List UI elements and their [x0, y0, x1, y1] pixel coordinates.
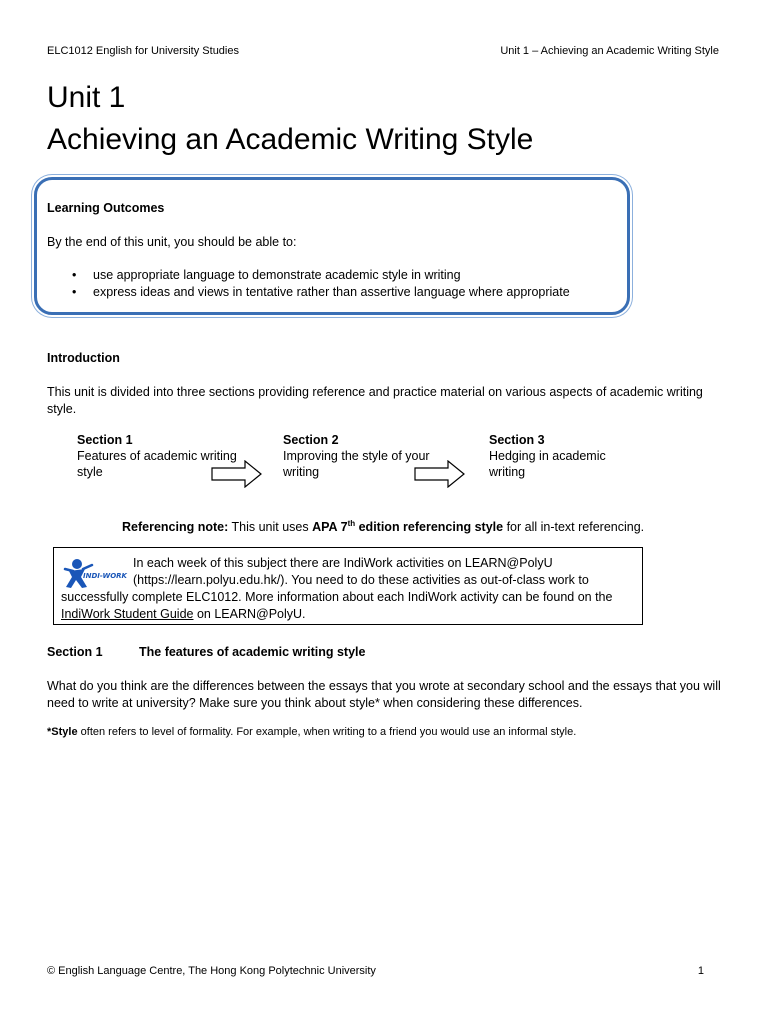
learning-outcomes-list — [47, 267, 627, 301]
bullet-icon: • — [72, 285, 77, 299]
flow-section-label: Section 3 — [489, 433, 545, 447]
indiwork-line-2: (https://learn.polyu.edu.hk/). You need to do these activities as out-of-class work to — [133, 573, 589, 587]
svg-text:INDI-WORK: INDI-WORK — [83, 572, 127, 580]
learning-outcomes-intro: By the end of this unit, you should be able to: — [47, 235, 297, 249]
style-note: *Style often refers to level of formality. For example, when writing to a friend you would use an informal style. — [47, 726, 577, 738]
right-arrow-icon — [414, 460, 466, 488]
page-number: 1 — [697, 965, 704, 977]
running-header-course: ELC1012 English for University Studies — [47, 45, 239, 57]
introduction-text: This unit is divided into three sections providing reference and practice material on various aspects of academic writing style. — [47, 385, 703, 416]
bullet-icon: • — [72, 268, 77, 282]
indiwork-guide-link[interactable]: IndiWork Student Guide — [61, 607, 194, 621]
referencing-note: Referencing note: This unit uses APA 7th edition referencing style for all in-text referencing. — [122, 519, 645, 535]
section-1-title: The features of academic writing style — [139, 645, 366, 659]
learning-outcomes-heading: Learning Outcomes — [47, 201, 165, 215]
right-arrow-icon — [211, 460, 263, 488]
flow-section-desc: Hedging in academic writing — [489, 449, 606, 479]
page-title-unit: Unit 1 — [47, 81, 126, 114]
indiwork-line-3: successfully complete ELC1012. More information about each IndiWork activity can be found on the — [61, 590, 613, 604]
introduction-heading: Introduction — [47, 351, 120, 365]
page-title: Achieving an Academic Writing Style — [47, 123, 534, 156]
flow-section-label: Section 1 — [77, 433, 133, 447]
indiwork-line-4: IndiWork Student Guide on LEARN@PolyU. — [61, 607, 306, 621]
list-item: • use appropriate language to demonstrate academic style in writing — [72, 268, 461, 282]
section-1-label: Section 1 — [47, 645, 103, 659]
flow-section-3 — [489, 432, 669, 480]
indiwork-line-1: In each week of this subject there are IndiWork activities on LEARN@PolyU — [133, 556, 553, 570]
footer-copyright: © English Language Centre, The Hong Kong Polytechnic University — [47, 965, 376, 977]
list-item: • express ideas and views in tentative rather than assertive language where appropriate — [72, 285, 570, 299]
indiwork-logo — [59, 555, 129, 591]
flow-section-desc: Features of academic writing style — [77, 449, 237, 479]
running-header-unit: Unit 1 – Achieving an Academic Writing Style — [500, 45, 719, 57]
flow-section-label: Section 2 — [283, 433, 339, 447]
flow-section-desc: Improving the style of your writing — [283, 449, 430, 479]
section-1-question: What do you think are the differences between the essays that you wrote at secondary school and the essays that you will need to write at university? Make sure you think about style* when considering these differences. — [47, 679, 721, 710]
